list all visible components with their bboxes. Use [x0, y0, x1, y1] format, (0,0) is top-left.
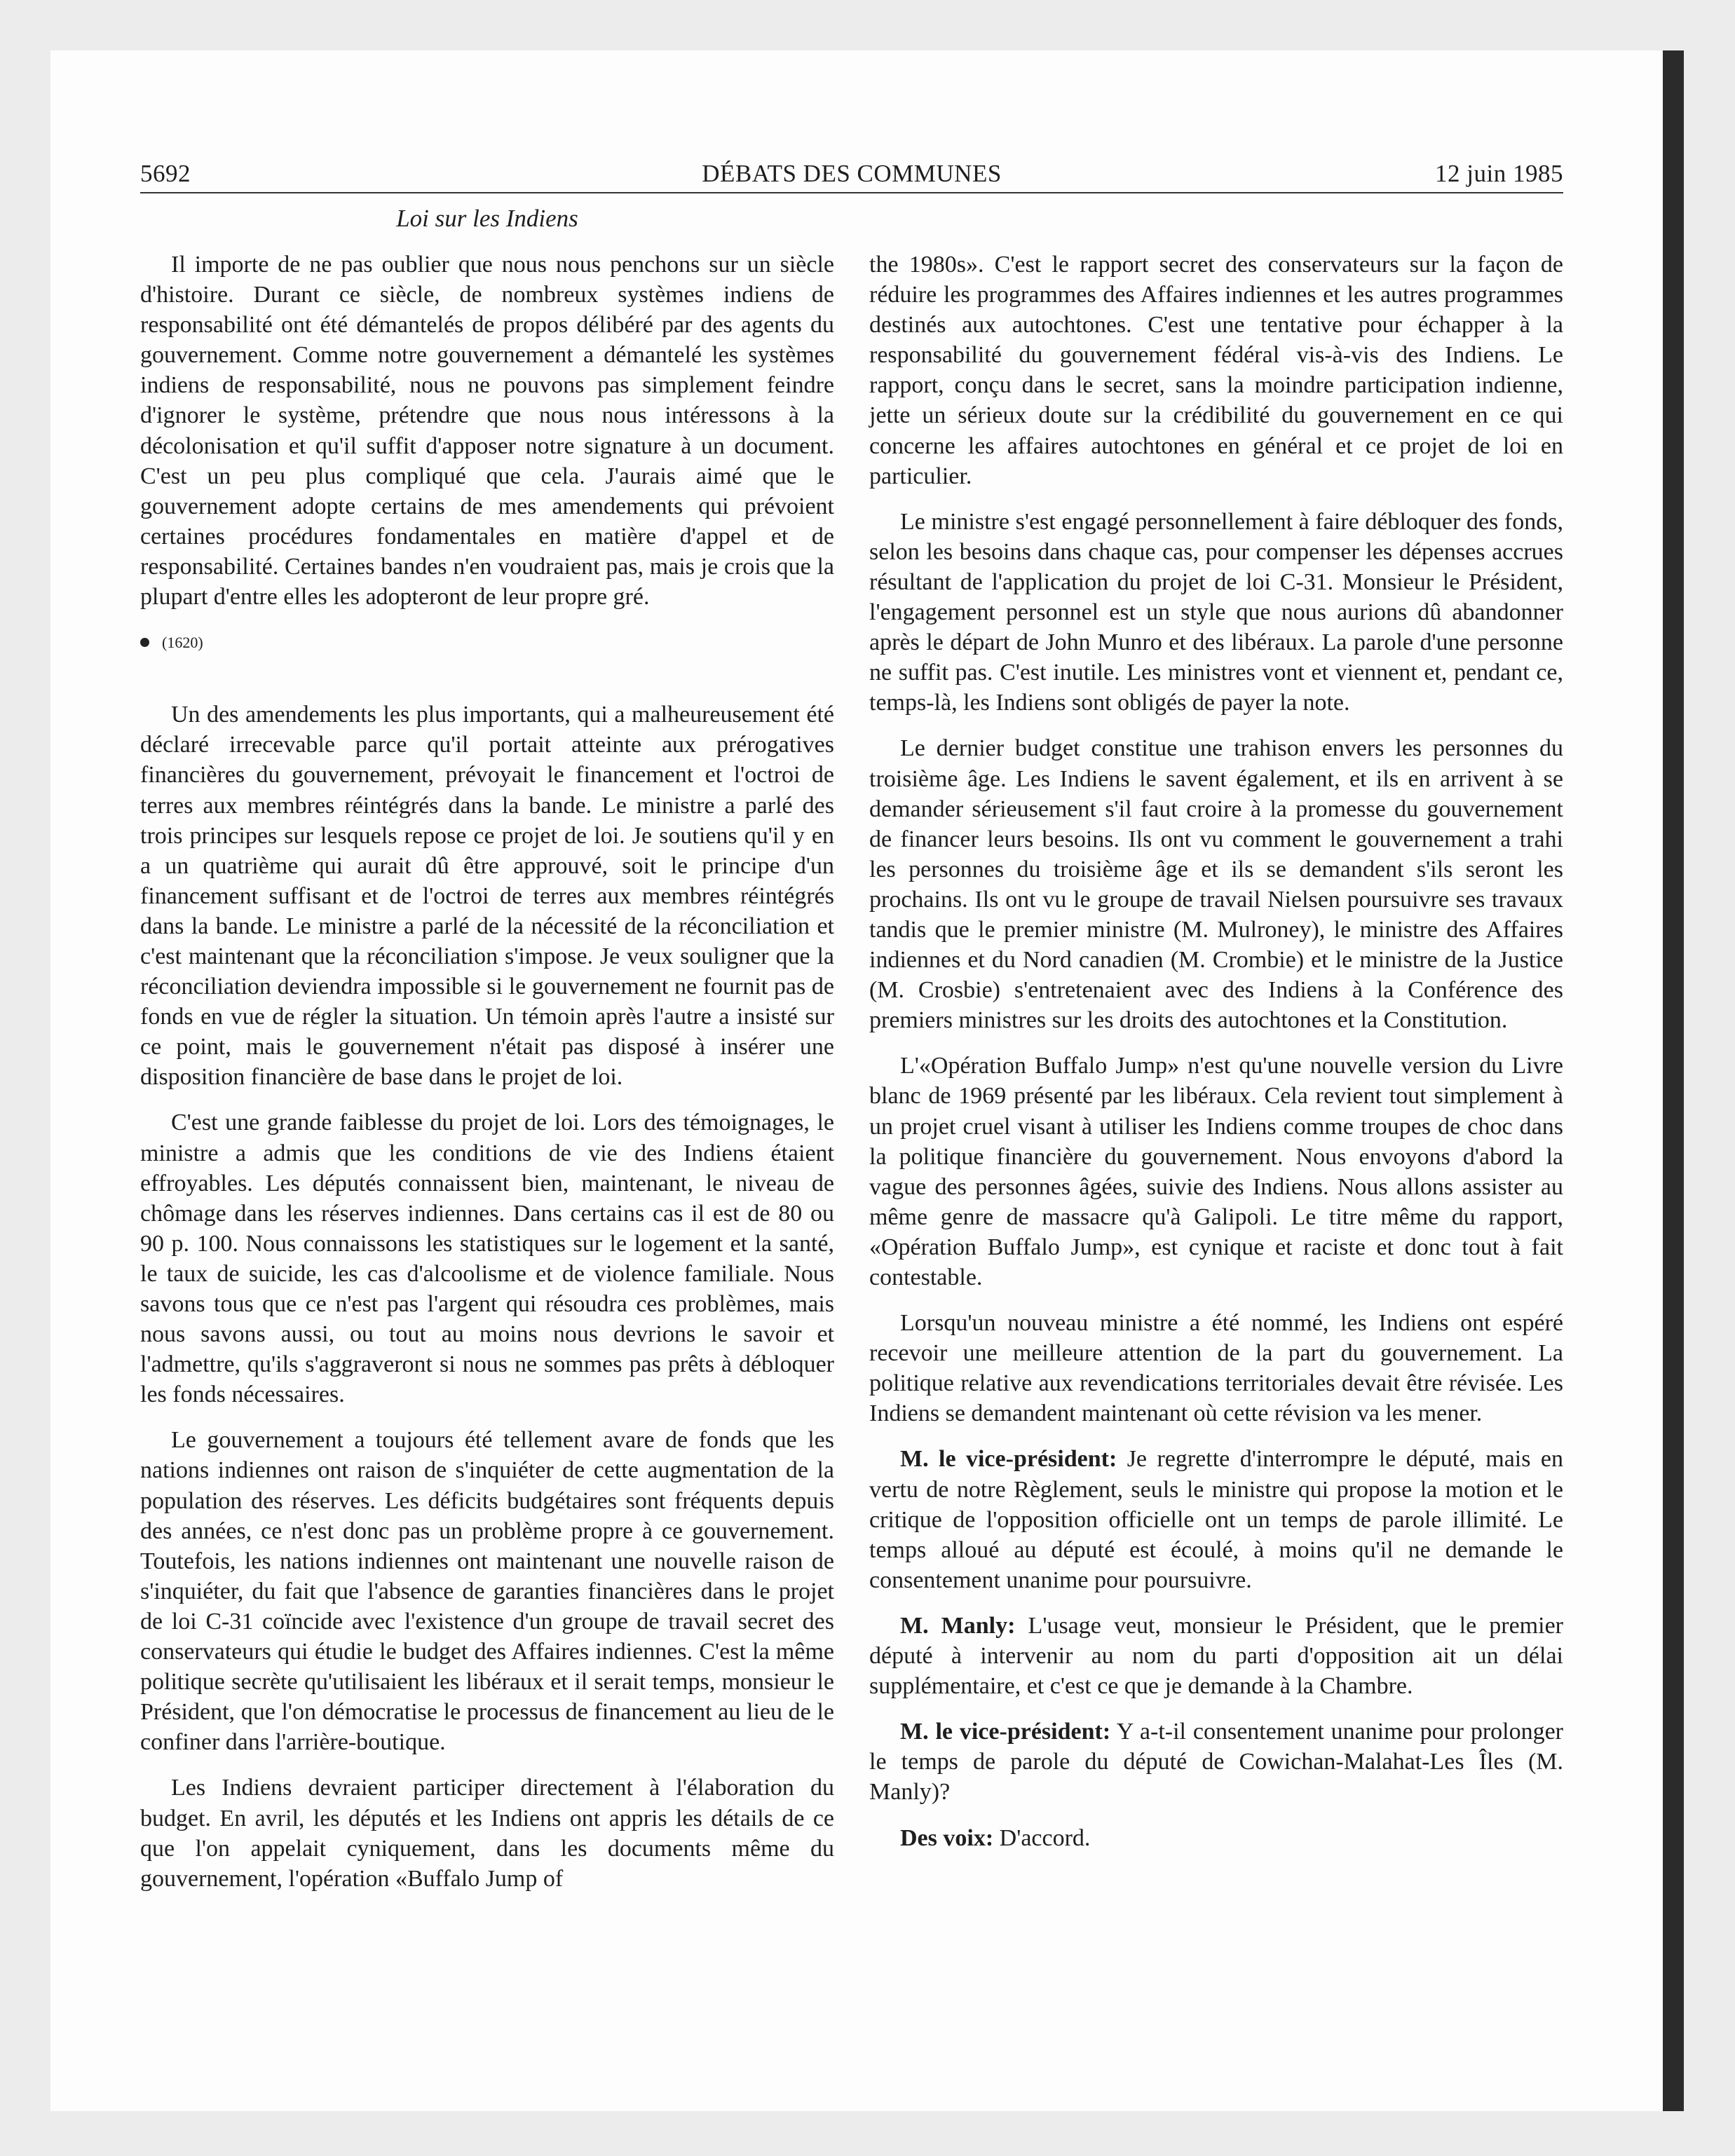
- speech: [869, 1611, 1563, 1701]
- speech-text: Je regrette d'interrompre le député, mais en vertu de notre Règlement, seuls le ministre qui propose la motion et le critique de l'opposition officielle ont un temps de parole illimité. Le temps alloué au député est écoulé, à moins qu'il ne demande le consentement unanime pour poursuivre.: [869, 1446, 1563, 1593]
- paragraph: Le gouvernement a toujours été tellement avare de fonds que les nations indiennes ont raison de s'inquiéter de cette augmentation de la population des réserves. Les déficits budgétaires sont fréquents depuis des années, ce n'est donc pas un problème propre à ce gouvernement. Toutefois, les nations indiennes ont maintenant une nouvelle raison de s'inquiéter, du fait que l'absence de garanties financières dans le projet de loi C-31 coïncide avec l'existence d'un groupe de travail secret des conservateurs qui étudie le budget des Affaires indiennes. C'est la même politique secrète qu'utilisaient les libéraux et il serait temps, monsieur le Président, que l'on démocratise le processus de financement au lieu de le confiner dans l'arrière-boutique.: [140, 1427, 834, 1756]
- speaker-name: M. Manly:: [900, 1612, 1016, 1639]
- paragraph: C'est une grande faiblesse du projet de loi. Lors des témoignages, le ministre a admis que les conditions de vie des Indiens étaient effroyables. Les députés connaissent bien, maintenant, le niveau de chômage dans les réserves indiennes. Dans certains cas il est de 80 ou 90 p. 100. Nous connaissons les statistiques sur le logement et la santé, le taux de suicide, les cas d'alcoolisme et de violence familiale. Nous savons tous que ce n'est pas l'argent qui résoudra ces problèmes, mais nous savons aussi, ou tout au moins nous devrions le savoir et l'admettre, qu'ils s'aggraveront si nous ne sommes pas prêts à débloquer les fonds nécessaires.: [140, 1110, 834, 1408]
- paragraph: Le ministre s'est engagé personnellement à faire débloquer des fonds, selon les besoins dans chaque cas, pour compenser les dépenses accrues résultant de l'application du projet de loi C-31. Monsieur le Président, l'engagement personnel est un style que nous aurions dû abandonner après le départ de John Munro et des libéraux. La parole d'une personne ne suffit pas. C'est inutile. Les ministres vont et viennent et, pendant ce, temps-là, les Indiens sont obligés de payer la note.: [869, 508, 1563, 716]
- paragraph: Le dernier budget constitue une trahison envers les personnes du troisième âge. Les Indiens le savent également, et ils en arrivent à se demander sérieusement s'il faut croire à la promesse du gouvernement de financer leurs besoins. Ils ont vu comment le gouvernement a trahi les personnes du troisième âge et ils se demandent s'ils seront les prochains. Ils ont vu le groupe de travail Nielsen poursuivre ses travaux tandis que le premier ministre (M. Mulroney), le ministre des Affaires indiennes et du Nord canadien (M. Crombie) et le ministre de la Justice (M. Crosbie) s'entretenaient avec des Indiens à la Conférence des premiers ministres sur les droits des autochtones et la Constitution.: [869, 735, 1563, 1034]
- paragraph: L'«Opération Buffalo Jump» n'est qu'une nouvelle version du Livre blanc de 1969 présenté par les libéraux. Cela revient tout simplement à un projet cruel visant à utiliser les Indiens comme troupes de choc dans la politique financière du gouvernement. Nous envoyons d'abord la vague des personnes âgées, suivie des Indiens. Nous allons assister au même genre de massacre qu'à Galipoli. Le titre même du rapport, «Opération Buffalo Jump», est cynique et raciste et donc tout à fait contestable.: [869, 1053, 1563, 1290]
- speaker-name: M. le vice-président:: [900, 1446, 1117, 1473]
- speech-text: L'usage veut, monsieur le Président, que le premier député à intervenir au nom du parti d'opposition ait un délai supplémentaire, et c'est ce que je demande à la Chambre.: [869, 1612, 1563, 1700]
- paragraph: Un des amendements les plus importants, qui a malheureusement été déclaré irrecevable parce qu'il portait atteinte aux prérogatives financières du gouvernement, prévoyait le financement et l'octroi de terres aux membres réintégrés dans la bande. Le ministre a parlé des trois principes sur lesquels repose ce projet de loi. Je soutiens qu'il y en a un quatrième qui aurait dû être approuvé, soit le principe d'un financement suffisant et de l'octroi de terres aux membres réintégrés dans la bande. Le ministre a parlé de la nécessité de la réconciliation et c'est maintenant que la réconciliation s'impose. Je veux souligner que la réconciliation deviendra impossible si le gouvernement ne fournit pas de fonds en vue de régler la situation. Un témoin après l'autre a insisté sur ce point, mais le gouvernement n'était pas disposé à insérer une disposition financière de base dans le projet de loi.: [140, 702, 834, 1091]
- paragraph: Les Indiens devraient participer directement à l'élaboration du budget. En avril, les députés et les Indiens ont appris les détails de ce que l'on appelait cyniquement, dans les documents même du gouvernement, l'opération «Buffalo Jump of: [140, 1775, 834, 1892]
- scan-edge-bar: [1663, 50, 1684, 2111]
- right-column: [869, 250, 1563, 1869]
- time-marker: [140, 627, 834, 657]
- speech: [869, 1717, 1563, 1807]
- speaker-name: Des voix:: [900, 1824, 994, 1851]
- publication-title: DÉBATS DES COMMUNES: [702, 160, 1002, 187]
- page-header: [140, 158, 1563, 193]
- speech: [869, 1444, 1563, 1595]
- speech-text: Y a-t-il consentement unanime pour prolonger le temps de parole du député de Cowichan-Malahat-Les Îles (M. Manly)?: [869, 1719, 1563, 1806]
- page-date: 12 juin 1985: [1435, 160, 1563, 187]
- paragraph: the 1980s». C'est le rapport secret des conservateurs sur la façon de réduire les programmes des Affaires indiennes et les autres programmes destinés aux autochtones. C'est une tentative pour échapper à la responsabilité du gouvernement fédéral vis-à-vis des Indiens. Le rapport, conçu dans le secret, sans la moindre participation indienne, jette un sérieux doute sur la crédibilité du gouvernement en ce qui concerne les affaires autochtones en général et ce projet de loi en particulier.: [869, 252, 1563, 489]
- left-column: [140, 250, 834, 1909]
- time-marker-label: (1620): [162, 634, 203, 652]
- speech: [869, 1823, 1563, 1853]
- paragraph: Lorsqu'un nouveau ministre a été nommé, les Indiens ont espéré recevoir une meilleure attention de la part du gouvernement. La politique relative aux revendications territoriales devait être révisée. Les Indiens se demandent maintenant où cette révision va les mener.: [869, 1310, 1563, 1427]
- speaker-name: M. le vice-président:: [900, 1719, 1111, 1745]
- speech-text: D'accord.: [993, 1824, 1091, 1851]
- bullet-icon: [140, 638, 149, 647]
- paragraph: Il importe de ne pas oublier que nous nous penchons sur un siècle d'histoire. Durant ce siècle, de nombreux systèmes indiens de responsabilité ont été démantelés de propos délibéré par des agents du gouvernement. Comme notre gouvernement a démantelé les systèmes indiens de responsabilité, nous ne pouvons pas simplement feindre d'ignorer le système, prétendre que nous nous intéressons à la décolonisation et qu'il suffit d'apposer notre signature à un document. C'est un peu plus compliqué que cela. J'aurais aimé que le gouvernement adopte certains de mes amendements qui prévoient certaines procédures fondamentales en matière d'appel et de responsabilité. Certaines bandes n'en voudraient pas, mais je crois que la plupart d'entre elles les adopteront de leur propre gré.: [140, 252, 834, 610]
- page-number: 5692: [140, 160, 191, 187]
- section-title: Loi sur les Indiens: [396, 205, 578, 232]
